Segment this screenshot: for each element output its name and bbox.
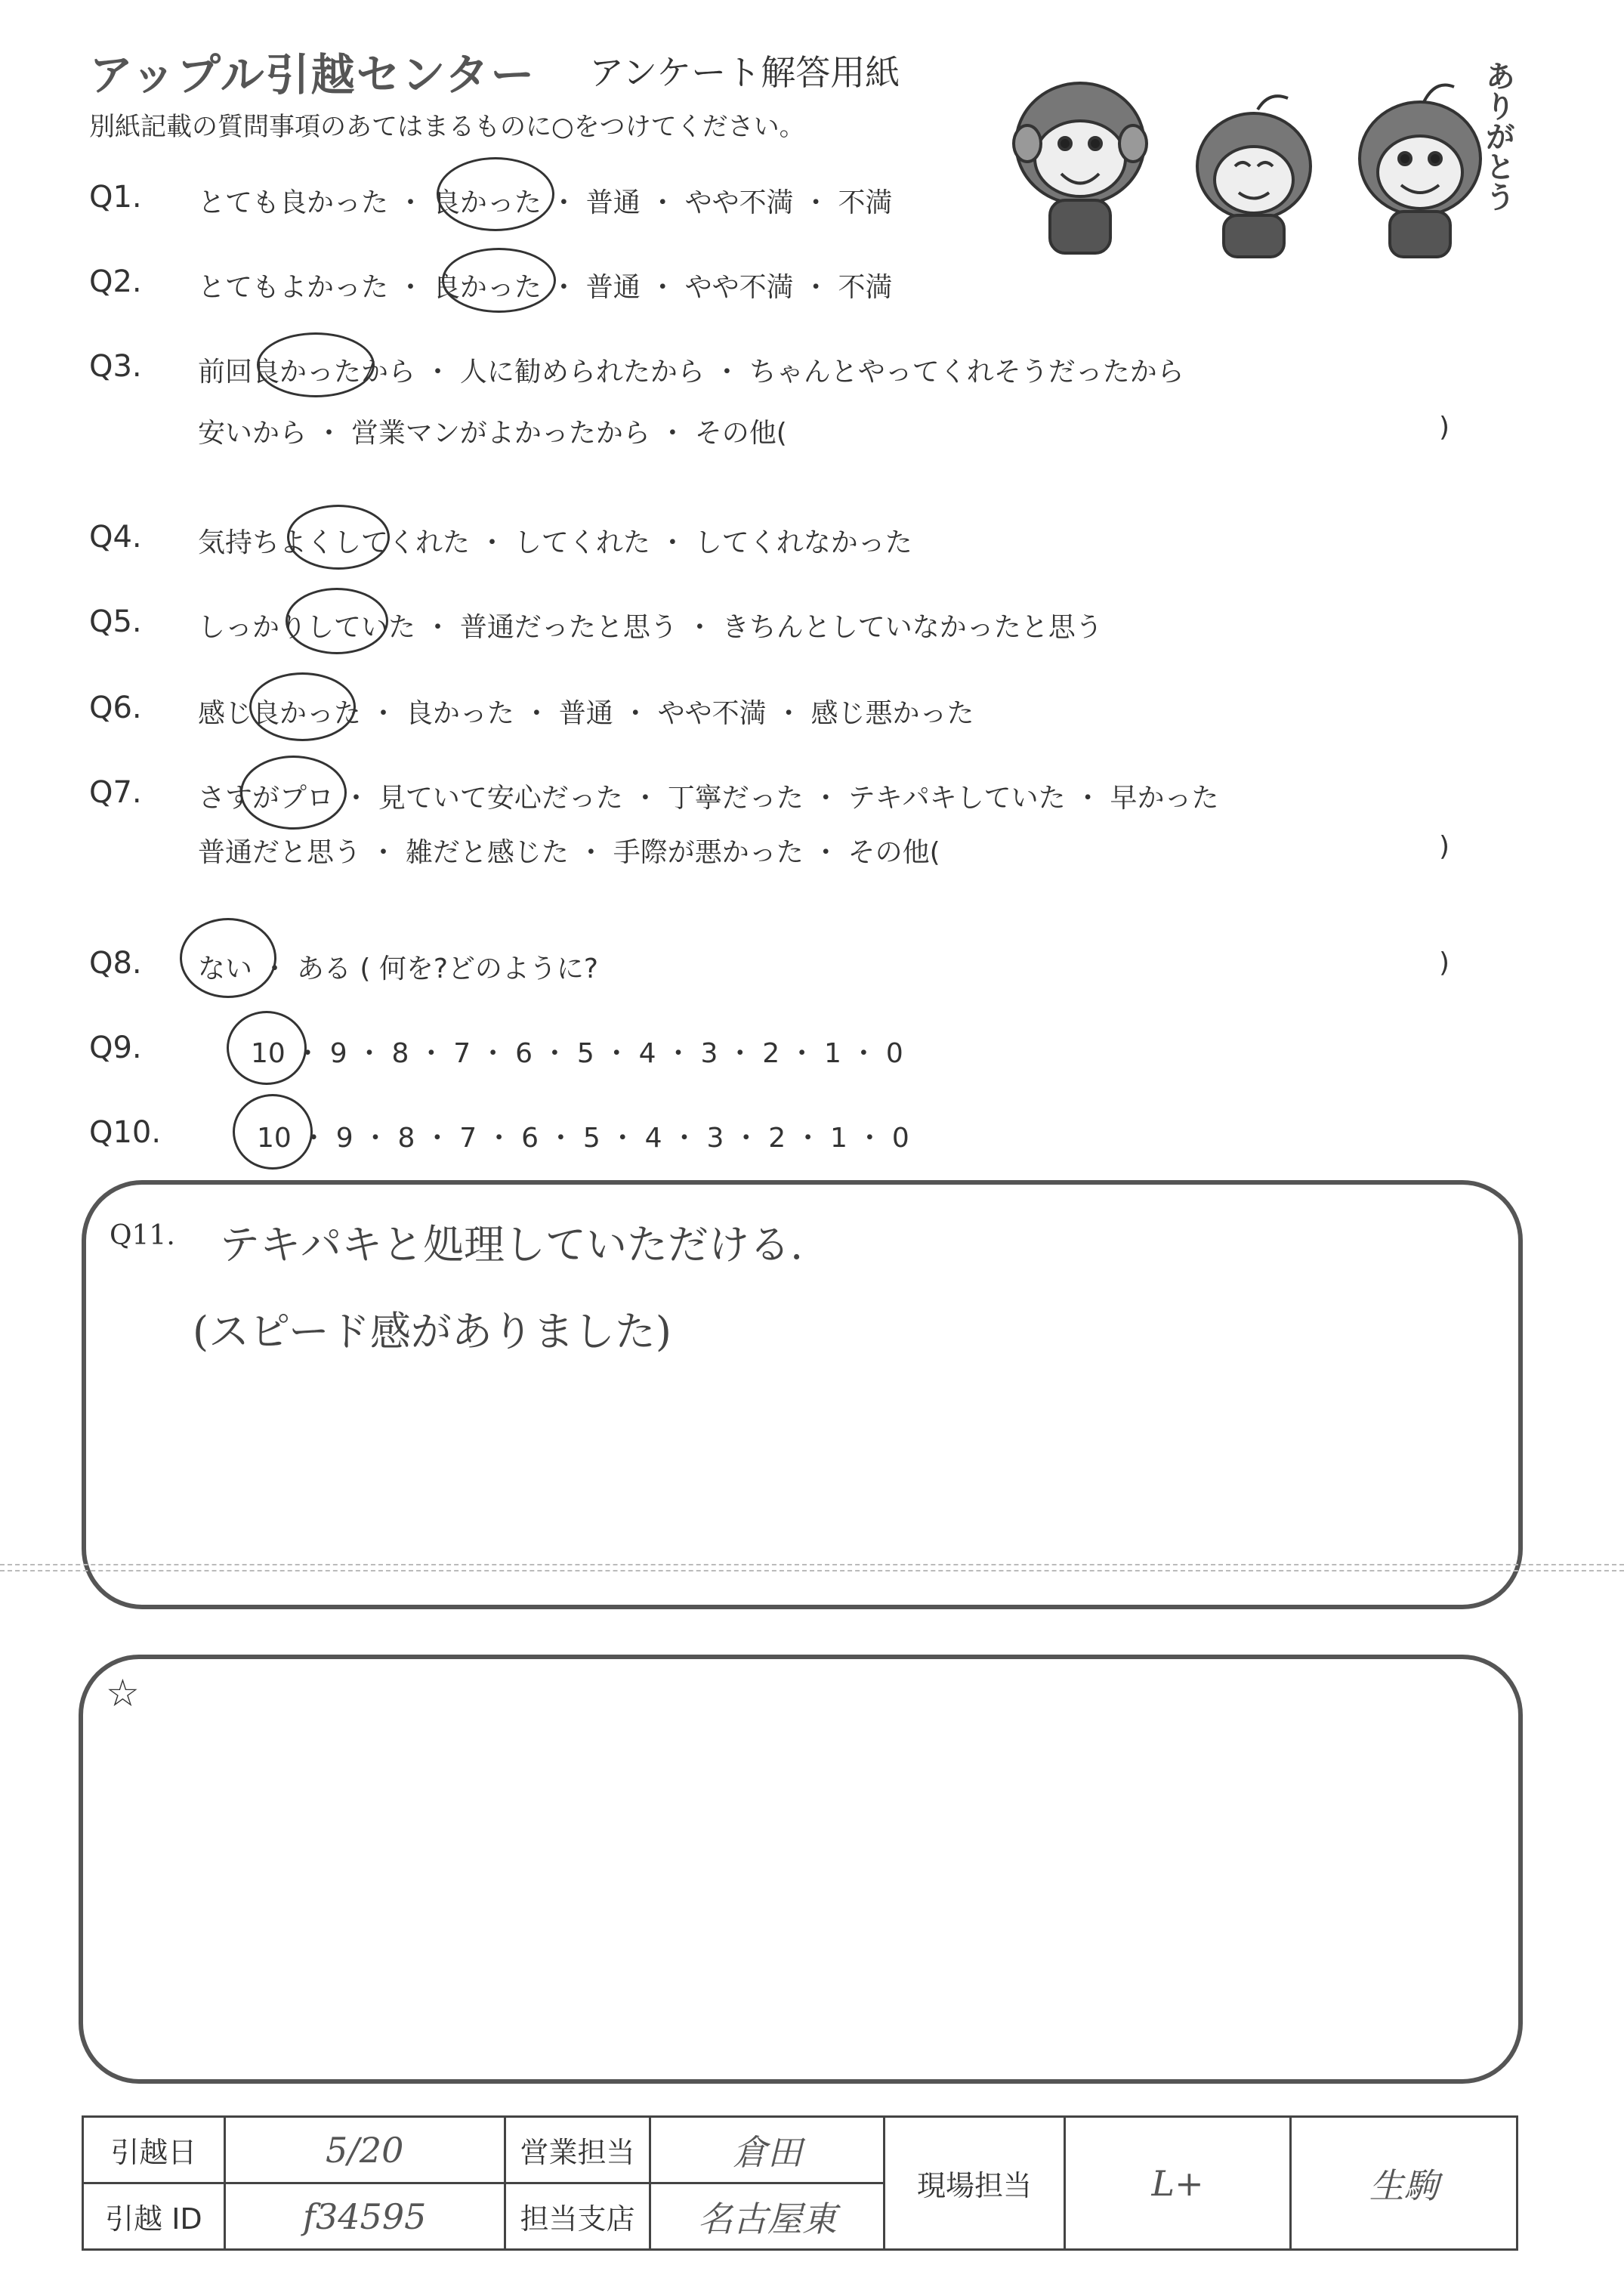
question-number: Q6.: [89, 691, 142, 725]
question-options: しっかりしていた ・ 普通だったと思う ・ きちんとしていなかったと思う: [198, 612, 1103, 643]
answer-circle-mark: [437, 157, 554, 231]
branch-label: 担当支店: [505, 2183, 650, 2250]
answer-circle-mark: [257, 332, 375, 397]
thanks-text: ありがとう: [1480, 60, 1515, 212]
field-staff-label: 現場担当: [885, 2117, 1065, 2250]
rating-scale: 10 ・ 9 ・ 8 ・ 7 ・ 6 ・ 5 ・ 4 ・ 3 ・ 2 ・ 1 ・ 0: [251, 1038, 903, 1069]
fold-line: [0, 1564, 1624, 1565]
answer-circle-mark: [180, 918, 276, 998]
monkey-left-icon: [1014, 83, 1147, 253]
closing-paren: ): [1439, 412, 1450, 443]
field-staff-value-2: 生駒: [1291, 2117, 1517, 2250]
handwritten-answer-line1: テキパキと処理していただける.: [219, 1221, 804, 1269]
branch-value: 名古屋東: [650, 2183, 885, 2250]
rating-scale: 10 ・ 9 ・ 8 ・ 7 ・ 6 ・ 5 ・ 4 ・ 3 ・ 2 ・ 1 ・ 0: [257, 1123, 909, 1154]
move-id-label: 引越 ID: [83, 2183, 225, 2250]
answer-circle-mark: [249, 672, 356, 741]
staff-notes-box: [79, 1655, 1523, 2084]
question-number: Q10.: [89, 1115, 162, 1150]
question-options: とてもよかった ・ 良かった ・ 普通 ・ やや不満 ・ 不満: [198, 272, 893, 303]
question-number: Q1.: [89, 180, 142, 215]
move-info-table: [82, 2115, 1518, 2251]
question-options: ない ・ ある ( 何を?どのように?: [198, 953, 599, 984]
question-number: Q4.: [89, 520, 142, 555]
monkey-right-icon: [1360, 85, 1480, 258]
sales-label: 営業担当: [505, 2117, 650, 2183]
question-number: Q5.: [89, 604, 142, 639]
fold-line: [0, 1570, 1624, 1571]
answer-circle-mark: [240, 756, 347, 830]
answer-circle-mark: [287, 505, 390, 570]
closing-paren: ): [1439, 831, 1450, 862]
closing-paren: ): [1439, 947, 1450, 978]
question-options-line2: 安いから ・ 営業マンがよかったから ・ その他(: [198, 418, 787, 449]
star-icon: ☆: [106, 1671, 140, 1715]
answer-circle-mark: [227, 1011, 307, 1085]
company-title: アップル引越センター: [89, 49, 536, 100]
question-number: Q9.: [89, 1031, 142, 1065]
question-number: Q8.: [89, 946, 142, 981]
question-number: Q11.: [110, 1220, 175, 1251]
move-id-value: f34595: [224, 2183, 505, 2250]
answer-circle-mark: [442, 248, 556, 313]
move-date-label: 引越日: [83, 2117, 225, 2183]
instruction-text: 別紙記載の質問事項のあてはまるものに○をつけてください。: [89, 112, 805, 142]
form-subtitle: アンケート解答用紙: [589, 52, 900, 93]
answer-circle-mark: [233, 1094, 313, 1170]
question-options: とても良かった ・ 良かった ・ 普通 ・ やや不満 ・ 不満: [198, 187, 893, 218]
question-number: Q7.: [89, 775, 142, 810]
move-date-value: 5/20: [224, 2117, 505, 2183]
question-number: Q3.: [89, 349, 142, 384]
monkey-mascot-illustration: [997, 45, 1526, 264]
question-options: 前回良かったから ・ 人に勧められたから ・ ちゃんとやってくれそうだったから: [198, 357, 1184, 388]
answer-circle-mark: [286, 588, 388, 654]
handwritten-answer-line2: (スピード感がありました): [193, 1308, 672, 1355]
sales-value: 倉田: [650, 2117, 885, 2183]
field-staff-value-1: L+: [1064, 2117, 1291, 2250]
monkey-middle-icon: [1197, 96, 1311, 257]
question-options: 感じ良かった ・ 良かった ・ 普通 ・ やや不満 ・ 感じ悪かった: [198, 698, 974, 729]
question-number: Q2.: [89, 264, 142, 299]
question-options-line2: 普通だと思う ・ 雑だと感じた ・ 手際が悪かった ・ その他(: [198, 837, 940, 868]
question-options: 気持ちよくしてくれた ・ してくれた ・ してくれなかった: [198, 527, 912, 558]
question-options: さすがプロ ・ 見ていて安心だった ・ 丁寧だった ・ テキパキしていた ・ 早かった: [198, 783, 1219, 814]
